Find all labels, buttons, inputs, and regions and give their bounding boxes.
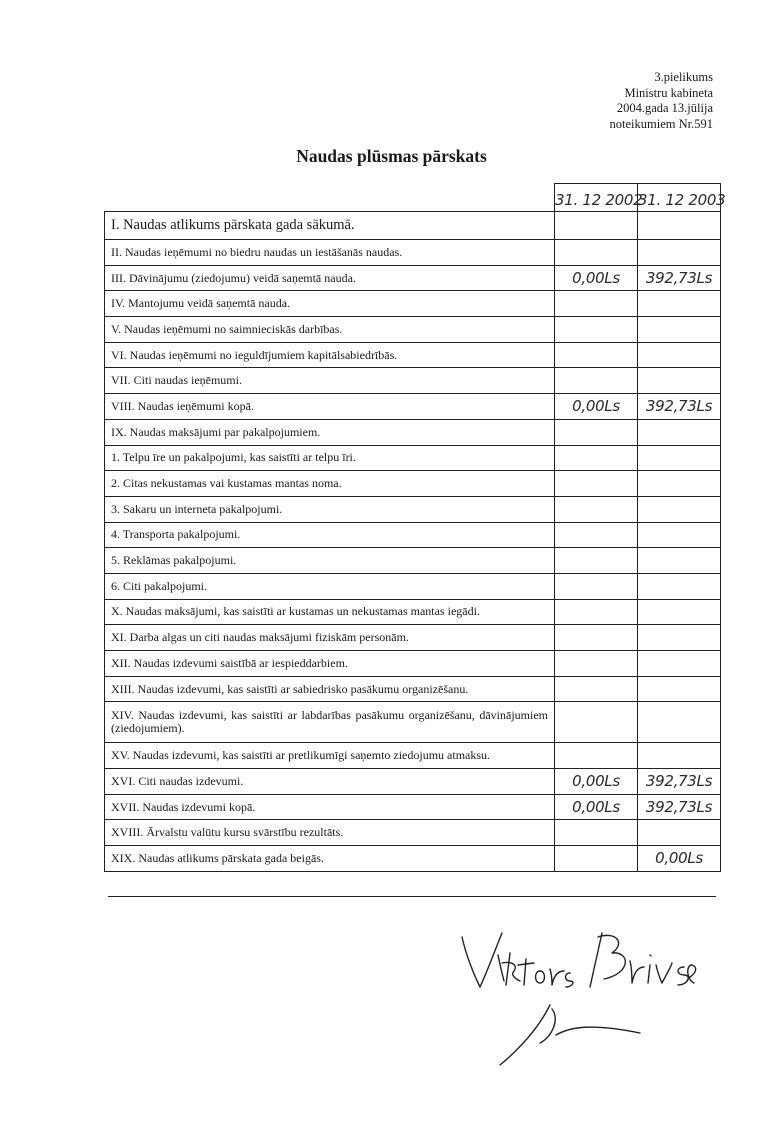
- row-label: XVII. Naudas izdevumi kopā.: [105, 794, 555, 820]
- table-row: [105, 573, 721, 599]
- table-row: [105, 651, 721, 677]
- column-date-2: [638, 184, 726, 212]
- table-row: [105, 820, 721, 846]
- handwritten-signature: [440, 915, 700, 1075]
- handwritten-amount: 0,00Ls: [655, 849, 703, 868]
- bottom-divider: [108, 896, 716, 897]
- value-cell-2: [638, 548, 721, 574]
- row-label: 5. Reklāmas pakalpojumi.: [105, 548, 555, 574]
- value-cell-2: [638, 846, 721, 872]
- table-row: [105, 265, 721, 291]
- value-cell-2: [638, 471, 721, 497]
- value-cell-2: [638, 522, 721, 548]
- table-row: [105, 522, 721, 548]
- value-cell-2: [638, 625, 721, 651]
- handwritten-amount: 0,00Ls: [572, 798, 620, 817]
- value-cell-1: [555, 471, 638, 497]
- row-label: I. Naudas atlikums pārskata gada sākumā.: [105, 212, 555, 240]
- value-cell-2: [638, 265, 721, 291]
- value-cell-2: [638, 820, 721, 846]
- value-cell-2: [638, 419, 721, 445]
- value-cell-1: [555, 317, 638, 343]
- value-cell-2: [638, 212, 721, 240]
- row-label: II. Naudas ieņēmumi no biedru naudas un iestāšanās naudas.: [105, 240, 555, 266]
- annex-regulation: noteikumiem Nr.591: [609, 116, 713, 131]
- value-cell-1: [555, 548, 638, 574]
- column-date-1-text: 31. 12 2002: [555, 191, 643, 209]
- value-cell-1: [555, 342, 638, 368]
- row-label: 6. Citi pakalpojumi.: [105, 573, 555, 599]
- value-cell-1: [555, 794, 638, 820]
- table-row: [105, 394, 721, 420]
- value-cell-2: [638, 794, 721, 820]
- handwritten-amount: 0,00Ls: [572, 269, 620, 288]
- handwritten-amount: 392,73Ls: [645, 269, 713, 288]
- table-row: [105, 368, 721, 394]
- row-label: V. Naudas ieņēmumi no saimnieciskās darbības.: [105, 317, 555, 343]
- signature-image: [440, 915, 700, 1075]
- value-cell-1: [555, 651, 638, 677]
- value-cell-1: [555, 599, 638, 625]
- table-row: [105, 743, 721, 769]
- column-date-2-text: 31. 12 2003: [638, 191, 726, 209]
- value-cell-1: [555, 573, 638, 599]
- value-cell-1: [555, 265, 638, 291]
- value-cell-2: [638, 496, 721, 522]
- row-label: VI. Naudas ieņēmumi no ieguldījumiem kapitālsabiedrībās.: [105, 342, 555, 368]
- row-label: XIX. Naudas atlikums pārskata gada beigās.: [105, 846, 555, 872]
- table-row: [105, 496, 721, 522]
- value-cell-1: [555, 496, 638, 522]
- value-cell-1: [555, 702, 638, 743]
- row-label: XI. Darba algas un citi naudas maksājumi fiziskām personām.: [105, 625, 555, 651]
- handwritten-amount: 392,73Ls: [645, 772, 713, 791]
- table-row: [105, 625, 721, 651]
- value-cell-2: [638, 240, 721, 266]
- value-cell-1: [555, 419, 638, 445]
- value-cell-1: [555, 240, 638, 266]
- table-row: [105, 846, 721, 872]
- row-label: VIII. Naudas ieņēmumi kopā.: [105, 394, 555, 420]
- value-cell-2: [638, 676, 721, 702]
- value-cell-2: [638, 651, 721, 677]
- handwritten-amount: 0,00Ls: [572, 397, 620, 416]
- table-row: [105, 794, 721, 820]
- value-cell-1: [555, 676, 638, 702]
- annex-date: 2004.gada 13.jūlija: [616, 101, 713, 115]
- row-label: 4. Transporta pakalpojumi.: [105, 522, 555, 548]
- value-cell-2: [638, 394, 721, 420]
- row-label: XVIII. Ārvalstu valūtu kursu svārstību rezultāts.: [105, 820, 555, 846]
- table-row: [105, 419, 721, 445]
- value-cell-1: [555, 368, 638, 394]
- table-row: [105, 599, 721, 625]
- row-label: 1. Telpu īre un pakalpojumi, kas saistīti ar telpu īri.: [105, 445, 555, 471]
- value-cell-2: [638, 291, 721, 317]
- handwritten-amount: 0,00Ls: [572, 772, 620, 791]
- row-label: XVI. Citi naudas izdevumi.: [105, 769, 555, 795]
- page-title: Naudas plūsmas pārskats: [296, 146, 487, 166]
- value-cell-1: [555, 445, 638, 471]
- table-row: [105, 676, 721, 702]
- row-label: 3. Sakaru un interneta pakalpojumi.: [105, 496, 555, 522]
- value-cell-2: [638, 342, 721, 368]
- table-row: [105, 548, 721, 574]
- row-label: 2. Citas nekustamas vai kustamas mantas noma.: [105, 471, 555, 497]
- column-date-1: [555, 184, 643, 212]
- row-label: VII. Citi naudas ieņēmumi.: [105, 368, 555, 394]
- row-label: XIII. Naudas izdevumi, kas saistīti ar sabiedrisko pasākumu organizēšanu.: [105, 676, 555, 702]
- table-row: [105, 240, 721, 266]
- table-row: [105, 471, 721, 497]
- value-cell-1: [555, 291, 638, 317]
- table-row: [105, 445, 721, 471]
- row-label: IX. Naudas maksājumi par pakalpojumiem.: [105, 419, 555, 445]
- value-cell-1: [555, 820, 638, 846]
- row-label: III. Dāvinājumu (ziedojumu) veidā saņemtā nauda.: [105, 265, 555, 291]
- value-cell-1: [555, 769, 638, 795]
- table-row: [105, 317, 721, 343]
- row-label: IV. Mantojumu veidā saņemtā nauda.: [105, 291, 555, 317]
- annex-issuer: Ministru kabineta: [624, 85, 713, 100]
- value-cell-1: [555, 846, 638, 872]
- value-cell-2: [638, 573, 721, 599]
- value-cell-2: [638, 317, 721, 343]
- value-cell-1: [555, 743, 638, 769]
- value-cell-2: [638, 599, 721, 625]
- value-cell-2: [638, 445, 721, 471]
- handwritten-amount: 392,73Ls: [645, 397, 713, 416]
- annex-number: 3.pielikums: [654, 70, 713, 84]
- value-cell-2: [638, 702, 721, 743]
- table-row: [105, 212, 721, 240]
- row-label: X. Naudas maksājumi, kas saistīti ar kustamas un nekustamas mantas iegādi.: [105, 599, 555, 625]
- header-spacer: [105, 184, 555, 212]
- cash-flow-table: [104, 183, 726, 872]
- table-row: [105, 342, 721, 368]
- annex-reference: [610, 70, 713, 132]
- row-label: XV. Naudas izdevumi, kas saistīti ar pretlikumīgi saņemto ziedojumu atmaksu.: [105, 743, 555, 769]
- value-cell-1: [555, 394, 638, 420]
- handwritten-amount: 392,73Ls: [645, 798, 713, 817]
- table-row: [105, 769, 721, 795]
- value-cell-2: [638, 769, 721, 795]
- table-row: [105, 291, 721, 317]
- row-label: XIV. Naudas izdevumi, kas saistīti ar labdarības pasākumu organizēšanu, dāvinājumiem (ziedojumiem).: [105, 702, 555, 743]
- value-cell-1: [555, 212, 638, 240]
- date-header-row: [105, 184, 721, 212]
- value-cell-2: [638, 743, 721, 769]
- table-row: [105, 702, 721, 743]
- row-label: XII. Naudas izdevumi saistībā ar iespieddarbiem.: [105, 651, 555, 677]
- value-cell-1: [555, 625, 638, 651]
- value-cell-2: [638, 368, 721, 394]
- value-cell-1: [555, 522, 638, 548]
